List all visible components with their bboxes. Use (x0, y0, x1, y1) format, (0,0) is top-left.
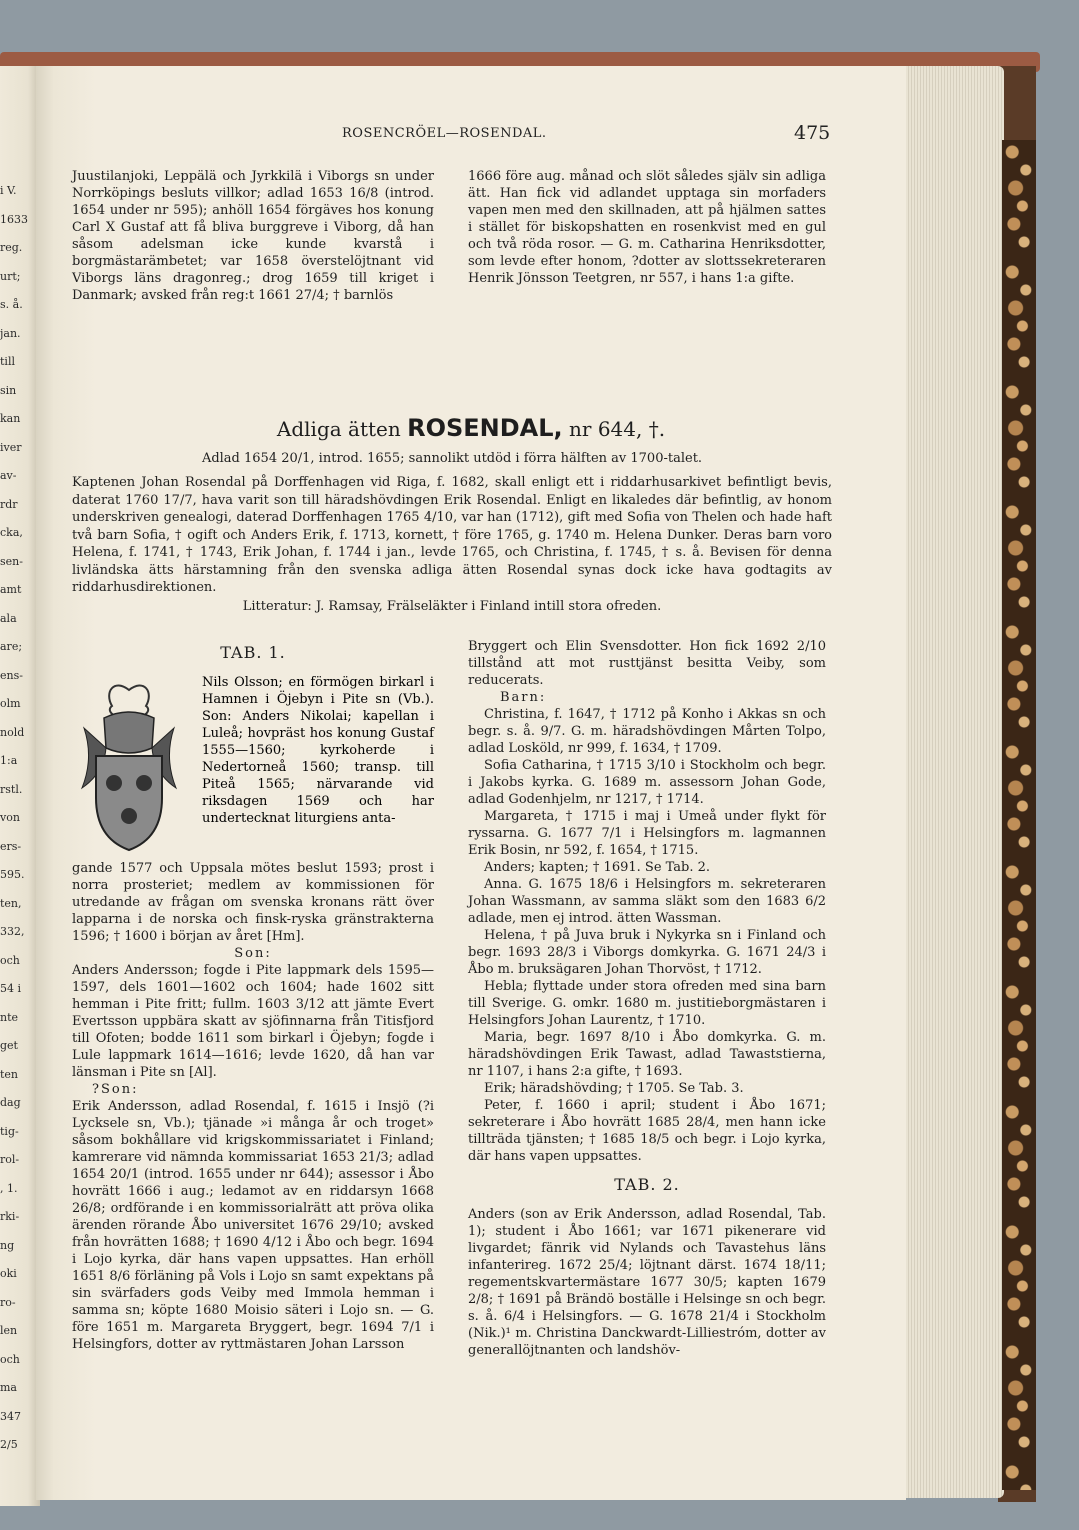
margin-fragment: kan (0, 412, 21, 425)
margin-fragment: 595. (0, 868, 25, 881)
top-left-column (72, 168, 434, 304)
margin-fragment: nte (0, 1010, 19, 1024)
paragraph: gande 1577 och Uppsala mötes beslut 1593; prost i norra prosteriet; medlem av kommissionen för utredande av frågan om svenska kronans rätt över lapparna i de norska och finsk-ryska gränstrakterna 1596; † 1600 i början av året [Hm]. (72, 861, 434, 944)
child-entry: Christina, f. 1647, † 1712 på Konho i Akkas sn och begr. s. å. 9/7. G. m. häradshövdingen Mårten Tolpo, adlad Losköld, nr 999, f. 1634, † 1709. (468, 707, 826, 756)
paragraph: Juustilanjoki, Leppälä och Jyrkkilä i Viborgs sn under Norrköpings besluts villkor; adlad 1653 16/8 (introd. 1654 under nr 595); anhöll 1654 förgäves hos konung Carl X Gustaf att få bliva burggreve i Viborg, då han såsom adelsman icke kunde kvarstå i borgmästarämbetet; var 1658 överstelöjtnant vid Viborgs läns dragonreg.; drog 1659 till kriget i Danmark; avsked från reg:t 1661 27/4; † barnlös (72, 169, 434, 303)
margin-fragment: 347 (0, 1409, 21, 1423)
page-edges (900, 66, 1004, 1498)
margin-fragment: ten (0, 1067, 19, 1081)
son-label: ?Son: (92, 1082, 139, 1097)
margin-fragment: och (0, 1352, 20, 1366)
child-entry: Maria, begr. 1697 8/10 i Åbo domkyrka. G. m. häradshövdingen Erik Tawast, adlad Tawaststierna, nr 1107, i hans 2:a gifte, † 1693. (468, 1030, 826, 1079)
paragraph: 1666 före aug. månad och slöt således själv sin adliga ätt. Han fick vid adlandet upptaga sin morfaders vapen men med den skillnaden, att på hjälmen sattes i stället för biskopshatten en rosenkvist med en gul och två röda rosor. — G. m. Catharina Henriksdotter, som levde efter honom, ?dotter av slottssekreteraren Henrik Jönsson Teetgren, nr 557, i hans 1:a gifte. (468, 169, 826, 286)
margin-fragment: 332, (0, 925, 25, 938)
margin-fragment: olm (0, 697, 21, 710)
margin-fragment: i V. (0, 184, 17, 197)
margin-fragment: sen- (0, 554, 23, 568)
child-entry: Anna. G. 1675 18/6 i Helsingfors m. sekreteraren Johan Wassmann, av samma släkt som den 1683 6/2 adlade, men ej introd. ätten Wassman. (468, 877, 826, 926)
margin-fragment: nold (0, 725, 25, 739)
margin-fragment: s. å. (0, 298, 23, 311)
margin-fragment: 1633 (0, 212, 28, 226)
child-entry: Sofia Catharina, † 1715 3/10 i Stockholm och begr. i Jakobs kyrka. G. 1689 m. assessorn Johan Gode, adlad Godenhjelm, nr 1217, † 1714. (468, 758, 826, 807)
son-label: Son: (234, 946, 272, 961)
paragraph: Anders (son av Erik Andersson, adlad Rosendal, Tab. 1); student i Åbo 1661; var 1671 pikenerare vid livgardet; fänrik vid Nylands och Tavastehus läns infanterireg. 1672 25/4; löjtnant därst. 1674 18/11; regementskvartermästare 1677 30/5; kapten 1679 2/8; † 1691 på Brändö boställe i Helsinge sn och begr. s. å. 6/4 i Helsingfors. — G. 1678 21/4 i Stockholm (Nik.)¹ m. Christina Danckwardt-Lilliestróm, dotter av generallöjtnanten och landshöv- (468, 1207, 826, 1358)
paragraph: Bryggert och Elin Svensdotter. Hon fick 1692 2/10 tillstånd att mot rusttjänst besitta Veiby, som reducerats. (468, 639, 826, 688)
tab1-body (72, 860, 434, 1353)
tab2-body (468, 1206, 826, 1359)
margin-fragment: 2/5 (0, 1438, 18, 1451)
margin-fragment: get (0, 1039, 18, 1052)
book-page (36, 66, 906, 1500)
child-entry: Hebla; flyttade under stora ofreden med sina barn till Sverige. G. omkr. 1680 m. justitieborgmästaren i Helsingfors Johan Laurentz, † 1710. (468, 979, 826, 1028)
margin-fragment: ten, (0, 896, 22, 910)
margin-fragment: ers- (0, 839, 22, 853)
margin-fragment: iver (0, 440, 22, 454)
margin-fragment: dag (0, 1096, 21, 1109)
children-label: Barn: (500, 690, 547, 705)
margin-fragment: till (0, 355, 15, 368)
ennoblement-line: Adlad 1654 20/1, introd. 1655; sannolikt utdöd i förra hälften av 1700-talet. (201, 451, 703, 466)
margin-fragment: tig- (0, 1124, 19, 1138)
margin-fragment: rki- (0, 1210, 20, 1223)
margin-fragment: , 1. (0, 1181, 18, 1195)
running-header (36, 124, 906, 148)
tab1-heading: TAB. 1. (220, 643, 286, 662)
margin-fragment: ma (0, 1381, 17, 1394)
child-entry: Helena, † på Juva bruk i Nykyrka sn i Finland och begr. 1693 28/3 i Viborgs domkyrka. G. 1671 24/3 i Åbo m. bruksägaren Johan Thorvöst, † 1712. (468, 928, 826, 977)
coat-of-arms-icon (74, 678, 184, 858)
margin-fragment: av- (0, 469, 17, 482)
tab1-float-text: Nils Olsson; en förmögen birkarl i Hamnen i Öjebyn i Pite sn (Vb.). Son: Anders Nikolai; kapellan i Luleå; hovpräst hos konung Gustaf 1555—1560; kyrkoherde i Nedertorneå 1560; transp. till Piteå 1565; närvarande vid riksdagen 1569 och har undertecknat liturgiens anta- (202, 675, 434, 826)
margin-fragment: are; (0, 640, 23, 653)
running-title: ROSENCRÖEL—ROSENDAL. (342, 126, 547, 141)
paragraph: Anders Andersson; fogde i Pite lappmark dels 1595—1597, dels 1601—1602 och 1604; hade 1602 sitt hemman i Pite fritt; fullm. 1603 3/12 att jämte Evert Evertsson uppbära skatt av sjöfinnarna från Titisfjord till Ofoten; bodde 1611 som birkarl i Öjebyn; fogde i Lule lappmark 1614—1616; levde 1620, då han var länsman i Pite sn [Al]. (72, 963, 434, 1080)
margin-fragment: ens- (0, 668, 23, 682)
margin-fragment: len (0, 1324, 18, 1337)
margin-fragment: amt (0, 583, 22, 596)
margin-fragment: och (0, 953, 20, 967)
child-entry: Anders; kapten; † 1691. Se Tab. 2. (484, 860, 711, 875)
margin-fragment: reg. (0, 241, 23, 254)
margin-fragment: ro- (0, 1295, 16, 1309)
marbled-cover (1002, 140, 1036, 1490)
margin-fragment: von (0, 811, 20, 824)
page-number: 475 (794, 122, 831, 144)
literature-line: Litteratur: J. Ramsay, Frälseläkter i Finland intill stora ofreden. (242, 599, 662, 614)
section-heading (36, 414, 906, 442)
right-lower-column (468, 638, 826, 1165)
family-name: ROSENDAL, (407, 414, 563, 442)
margin-fragment: ala (0, 611, 17, 625)
margin-fragment: sin (0, 383, 17, 397)
top-right-column (468, 168, 826, 287)
margin-fragment: rol- (0, 1153, 20, 1166)
paragraph: Erik Andersson, adlad Rosendal, f. 1615 i Insjö (?i Lycksele sn, Vb.); tjänade »i många år och troget» såsom bokhållare vid krigskommissariatet i Finland; kamrerare vid nämnda kommissariat 1653 21/3; adlad 1654 20/1 (introd. 1655 under nr 644); assessor i Åbo hovrätt 1666 i aug.; ledamot av en riddarsyn 1668 26/8; ordförande i en kommissorialrätt att pröva olika ärenden rörande Åbo universitet 1676 29/10; avsked från hovrätten 1688; † 1690 4/12 i Åbo och begr. 1694 i Lojo kyrka, där hans vapen uppsattes. Han erhöll 1651 8/6 förläning på Vols i Lojo sn samt expektans på sin svärfaders gods Veiby med Immola hemman i samma sn; köpte 1680 Moisio säteri i Lojo sn. — G. före 1651 m. Margareta Bryggert, begr. 1694 7/1 i Helsingfors, dotter av ryttmästaren Johan Larsson (72, 1099, 434, 1352)
margin-fragment: cka, (0, 526, 23, 539)
intro-paragraph: Kaptenen Johan Rosendal på Dorffenhagen vid Riga, f. 1682, skall enligt ett i riddarhusarkivet befintligt bevis, daterat 1760 17/7, hava varit son till häradshövdingen Erik Rosendal. Enligt en likaledes där befintlig, av honom underskriven genealogi, daterad Dorffenhagen 1765 4/10, var han (1712), gift med Sofia von Thelen och hade haft två barn Sofia, † ogift och Anders Erik, f. 1713, kornett, † före 1765, g. 1740 m. Helena Dunker. Deras barn voro Helena, f. 1741, † 1743, Erik Johan, f. 1744 i jan., levde 1765, och Christina, f. 1745, † s. å. Bevisen för denna livländska ätts härstamning från den svenska adliga ätten Rosendal synas dock icke hava godtagits av riddarhusdirektionen. (72, 475, 832, 595)
child-entry: Erik; häradshövding; † 1705. Se Tab. 3. (484, 1081, 744, 1096)
heading-suffix: nr 644, †. (569, 417, 666, 441)
child-entry: Peter, f. 1660 i april; student i Åbo 1671; sekreterare i Åbo hovrätt 1685 28/4, men hann icke tillträda tjänsten; † 1685 18/5 och begr. i Lojo kyrka, där hans vapen uppsattes. (468, 1098, 826, 1164)
left-page-margin (0, 66, 40, 1506)
margin-fragment: urt; (0, 269, 21, 283)
margin-fragment: ng (0, 1238, 15, 1252)
child-entry: Margareta, † 1715 i maj i Umeå under flykt för ryssarna. G. 1677 7/1 i Helsingfors m. lagmannen Erik Bosin, nr 592, f. 1654, † 1715. (468, 809, 826, 858)
heading-prefix: Adliga ätten (276, 417, 401, 441)
margin-fragment: 54 i (0, 982, 22, 995)
margin-fragment: oki (0, 1267, 17, 1280)
margin-fragment: rstl. (0, 782, 23, 796)
margin-fragment: jan. (0, 326, 21, 340)
margin-fragment: 1:a (0, 754, 18, 767)
margin-fragment: rdr (0, 497, 18, 511)
tab2-heading: TAB. 2. (614, 1175, 680, 1194)
